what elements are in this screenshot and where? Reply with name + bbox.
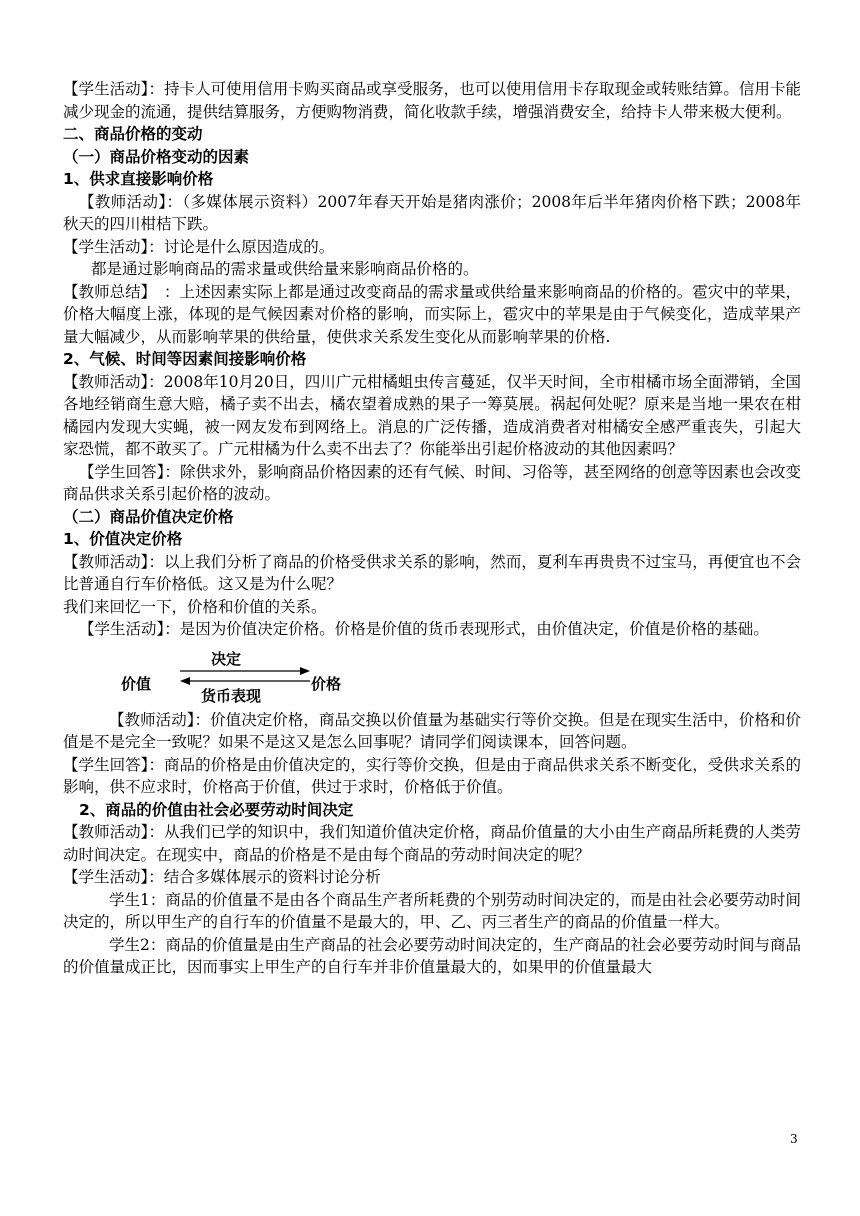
section-heading: 二、商品价格的变动 — [63, 125, 203, 143]
diagram-value-label: 价值 — [121, 674, 152, 693]
paragraph: 【学生活动】：结合多媒体展示的资料讨论分析 — [63, 868, 381, 886]
diagram-arrows — [178, 663, 313, 691]
paragraph: 【教师活动】：从我们已学的知识中，我们知道价值决定价格，商品价值量的大小由生产商品所耗费的人类劳动时间决定。在现实中，商品的价格是不是由每个商品的劳动时间决定的呢？ — [63, 823, 801, 864]
subsection-heading: （一）商品价格变动的因素 — [63, 147, 250, 166]
paragraph: 【教师活动】：2008年10月20日，四川广元柑橘蛆虫传言蔓延，仅半天时间，全市柑橘市场全面滞销，全国各地经销商生意大赔，橘子卖不出去，橘农望着成熟的果子一筹莫展。祸起何处呢？原来是当地一果农在柑橘园内发现大实蝇，被一网友发布到网络上。消息的广泛传播，造成消费者对柑橘安全感严重丧失，引起大家恐慌，都不敢买了。广元柑橘为什么卖不出去了？你能举出引起价格波动的其他因素吗？ — [63, 372, 801, 458]
paragraph: 【学生回答】：商品的价格是由价值决定的，实行等价交换，但是由于商品供求关系不断变化，受供求关系的影响，供不应求时，价格高于价值，供过于求时，价格低于价值。 — [63, 755, 801, 796]
paragraph: 学生2：商品的价值量是由生产商品的社会必要劳动时间决定的，生产商品的社会必要劳动时间与商品的价值量成正比，因而事实上甲生产的自行车并非价值量最大的，如果甲的价值量最大 — [63, 935, 801, 976]
subsection-heading: 2、商品的价值由社会必要劳动时间决定 — [79, 800, 354, 819]
subsection-heading: 2、气候、时间等因素间接影响价格 — [63, 350, 307, 368]
paragraph: 【学生活动】：持卡人可使用信用卡购买商品或享受服务，也可以使用信用卡存取现金或转账结算。信用卡能减少现金的流通，提供结算服务，方便购物消费，简化收款手续，增强消费安全，给持卡人带来极大便利。 — [63, 80, 801, 121]
subsection-heading: （二）商品价值决定价格 — [63, 507, 234, 526]
diagram-decide-label: 决定 — [211, 649, 242, 668]
page-number: 3 — [790, 1132, 798, 1146]
left-arrowhead-icon — [180, 677, 190, 685]
document-body — [63, 78, 801, 979]
paragraph: 我们来回忆一下，价格和价值的关系。 — [63, 597, 327, 616]
subsection-heading: 1、价值决定价格 — [63, 530, 183, 548]
subsection-heading: 1、供求直接影响价格 — [63, 170, 214, 188]
paragraph: 【教师活动】：（多媒体展示资料）2007年春天开始是猪肉涨价；2008年后半年猪肉价格下跌；2008年秋天的四川柑桔下跌。 — [63, 192, 801, 233]
paragraph: 【教师总结】 ：上述因素实际上都是通过改变商品的需求量或供给量来影响商品的价格的。雹灾中的苹果，价格大幅度上涨，体现的是气候因素对价格的影响，而实际上，雹灾中的苹果是由于气候变化，造成苹果产量大幅减少，从而影响苹果的供给量，使供求关系发生变化从而影响苹果的价格. — [63, 282, 801, 346]
paragraph: 都是通过影响商品的需求量或供给量来影响商品价格的。 — [91, 260, 479, 278]
paragraph: 【教师活动】：以上我们分析了商品的价格受供求关系的影响，然而，夏利车再贵贵不过宝马，再便宜也不会比普通自行车价格低。这又是为什么呢？ — [63, 552, 801, 593]
paragraph: 【学生回答】：除供求外，影响商品价格因素的还有气候、时间、习俗等，甚至网络的创意等因素也会改变商品供求关系引起价格的波动。 — [63, 462, 801, 503]
paragraph: 学生1：商品的价值量不是由各个商品生产者所耗费的个别劳动时间决定的，而是由社会必要劳动时间决定的，所以甲生产的自行车的价值量不是最大的，甲、乙、丙三者生产的商品的价值量一样大。 — [63, 890, 801, 931]
diagram-price-label: 价格 — [311, 674, 342, 693]
paragraph: 【学生活动】：是因为价值决定价格。价格是价值的货币表现形式，由价值决定，价值是价格的基础。 — [79, 620, 769, 638]
value-price-diagram — [63, 645, 801, 705]
right-arrowhead-icon — [300, 667, 310, 675]
paragraph: 【教师活动】：价值决定价格，商品交换以价值量为基础实行等价交换。但是在现实生活中，价格和价值是不是完全一致呢？如果不是这又是怎么回事呢？请同学们阅读课本，回答问题。 — [63, 710, 801, 751]
paragraph: 【学生活动】：讨论是什么原因造成的。 — [63, 237, 335, 256]
diagram-money-label: 货币表现 — [201, 686, 262, 705]
